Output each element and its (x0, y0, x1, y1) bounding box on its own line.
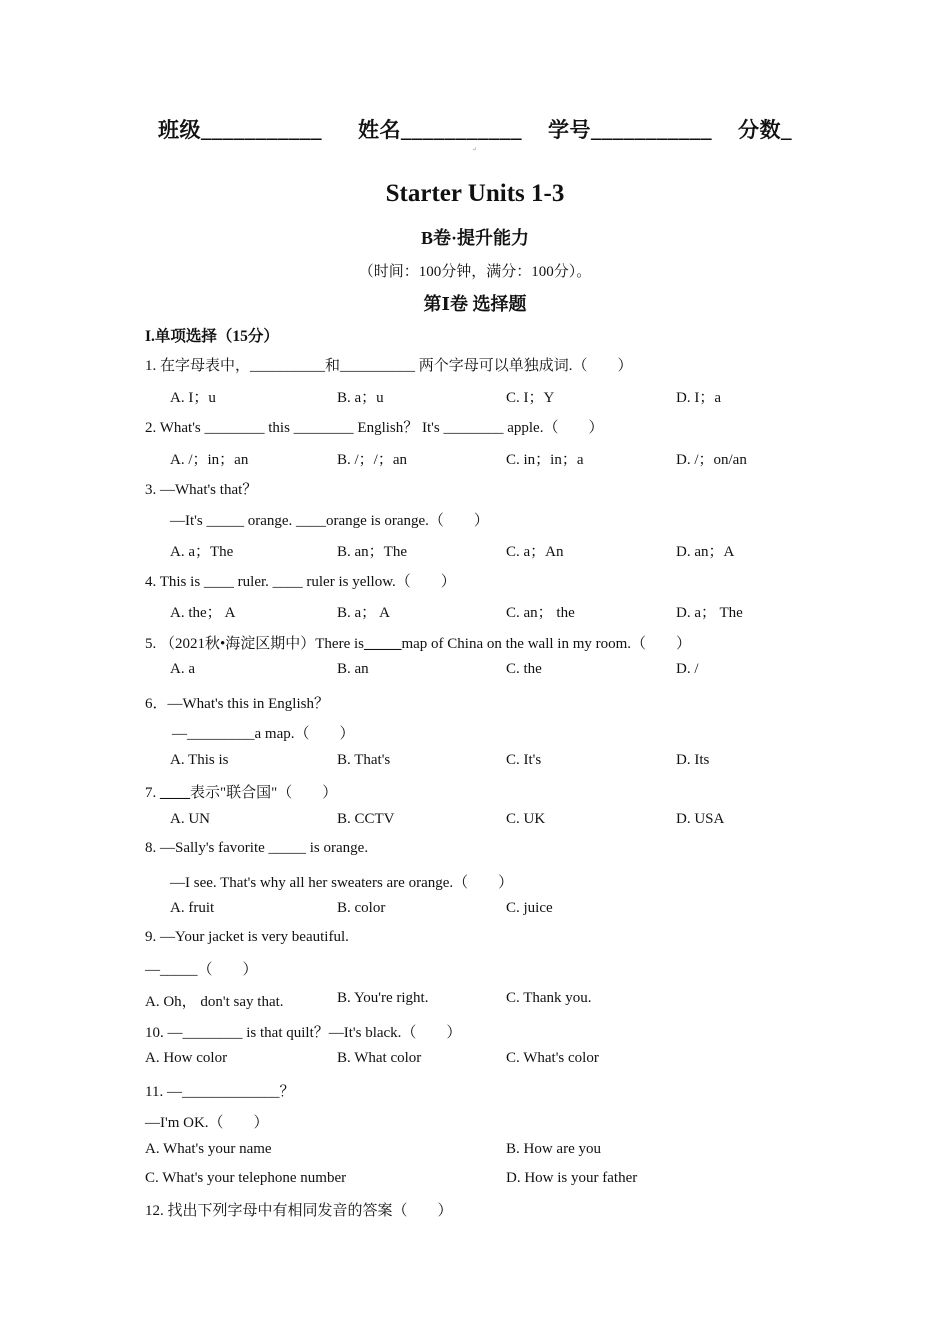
question-7-stem (145, 781, 337, 802)
question-2-option-b[interactable]: B. /；/；an (337, 452, 407, 468)
question-10-option-a[interactable]: A. How color (145, 1050, 228, 1066)
question-5-stem-end: map of China on the wall in my room.（ ） (401, 636, 692, 652)
question-11-stem-line2: —I'm OK.（ ） (145, 1115, 269, 1131)
question-5-option-d[interactable]: D. / (676, 661, 699, 677)
question-2-stem: 2. What's ________ this ________ English？ It's ________ apple.（ ） (145, 420, 604, 436)
question-8-stem: 8. —Sally's favorite _____ is orange. (145, 840, 369, 856)
question-10-option-b[interactable]: B. What color (337, 1050, 422, 1066)
question-4-option-a[interactable]: A. the； A (170, 605, 236, 621)
question-6-stem: 6．—What's this in English？ (145, 696, 329, 712)
question-9-option-b[interactable]: B. You're right. (337, 990, 429, 1006)
question-2-option-d[interactable]: D. /；on/an (676, 452, 747, 468)
question-9-option-c[interactable]: C. Thank you. (506, 990, 592, 1006)
question-3-stem: 3. —What's that？ (145, 482, 258, 498)
question-3-option-c[interactable]: C. a；An (506, 544, 564, 560)
student-id-field[interactable]: 学号___________ (548, 118, 712, 142)
question-6-stem-line2: —_________a map.（ ） (172, 726, 355, 742)
paper-subtitle: B卷·提升能力 (420, 228, 529, 248)
question-4-option-b[interactable]: B. a； A (337, 605, 390, 621)
question-7-option-b[interactable]: B. CCTV (337, 811, 395, 827)
question-5-stem-start: 5. （2021秋•海淀区期中）There is (145, 636, 364, 652)
question-9-stem: 9. —Your jacket is very beautiful. (145, 929, 349, 945)
question-8-option-a[interactable]: A. fruit (170, 900, 215, 916)
question-8-option-c[interactable]: C. juice (506, 900, 553, 916)
question-11-option-a[interactable]: A. What's your name (145, 1141, 272, 1157)
question-10-stem: 10. —________ is that quilt？—It's black.（ ） (145, 1025, 462, 1041)
question-7-stem-start: 7. (145, 785, 160, 801)
question-7-option-c[interactable]: C. UK (506, 811, 546, 827)
question-5-stem (145, 632, 691, 653)
question-6-option-d[interactable]: D. Its (676, 752, 710, 768)
question-6-option-a[interactable]: A. This is (170, 752, 229, 768)
question-5-option-c[interactable]: C. the (506, 661, 542, 677)
question-7-blank: ____ (160, 785, 190, 801)
question-7-option-d[interactable]: D. USA (676, 811, 725, 827)
class-field[interactable]: 班级___________ (158, 118, 322, 142)
question-9-stem-line2: —_____（ ） (145, 962, 258, 978)
part-title: 第Ⅰ卷 选择题 (423, 294, 527, 314)
question-6-option-b[interactable]: B. That's (337, 752, 391, 768)
question-2-option-c[interactable]: C. in；in；a (506, 452, 584, 468)
question-3-option-a[interactable]: A. a；The (170, 544, 234, 560)
question-7-stem-end: 表示"联合国"（ ） (190, 785, 338, 801)
question-4-option-c[interactable]: C. an； the (506, 605, 575, 621)
question-7-option-a[interactable]: A. UN (170, 811, 210, 827)
question-3-stem-line2: —It's _____ orange. ____orange is orange.（ ） (170, 513, 489, 529)
question-5-blank: _____ (363, 636, 402, 652)
question-1-option-b[interactable]: B. a；u (337, 390, 384, 406)
question-2-option-a[interactable]: A. /；in；an (170, 452, 249, 468)
time-note: （时间：100分钟，满分：100分）。 (358, 264, 592, 280)
question-12-stem: 12. 找出下列字母中有相同发音的答案（ ） (145, 1203, 453, 1219)
question-4-stem: 4. This is ____ ruler. ____ ruler is yellow.（ ） (145, 574, 456, 590)
question-6-option-c[interactable]: C. It's (506, 752, 542, 768)
question-11-option-b[interactable]: B. How are you (506, 1141, 601, 1157)
question-5-option-b[interactable]: B. an (337, 661, 369, 677)
question-8-stem-line2: —I see. That's why all her sweaters are orange.（ ） (170, 875, 514, 891)
question-9-option-a[interactable]: A. Oh， don't say that. (145, 994, 284, 1010)
question-3-option-b[interactable]: B. an；The (337, 544, 407, 560)
question-1-option-c[interactable]: C. I；Y (506, 390, 555, 406)
section-heading: I.单项选择（15分） (145, 328, 279, 345)
question-8-option-b[interactable]: B. color (337, 900, 386, 916)
paragraph-mark: ↵ (472, 147, 478, 153)
question-1-option-a[interactable]: A. I；u (170, 390, 216, 406)
page-title: Starter Units 1-3 (385, 180, 565, 207)
question-11-option-d[interactable]: D. How is your father (506, 1170, 638, 1186)
score-field[interactable]: 分数_ (738, 118, 792, 142)
question-5-option-a[interactable]: A. a (170, 661, 195, 677)
question-1-stem: 1. 在字母表中，__________和__________ 两个字母可以单独成词.（ ） (145, 358, 633, 374)
question-11-option-c[interactable]: C. What's your telephone number (145, 1170, 347, 1186)
question-11-stem: 11. —_____________？ (145, 1084, 295, 1100)
question-10-option-c[interactable]: C. What's color (506, 1050, 599, 1066)
question-4-option-d[interactable]: D. a； The (676, 605, 743, 621)
question-3-option-d[interactable]: D. an；A (676, 544, 735, 560)
question-1-option-d[interactable]: D. I；a (676, 390, 721, 406)
name-field[interactable]: 姓名___________ (358, 118, 522, 142)
